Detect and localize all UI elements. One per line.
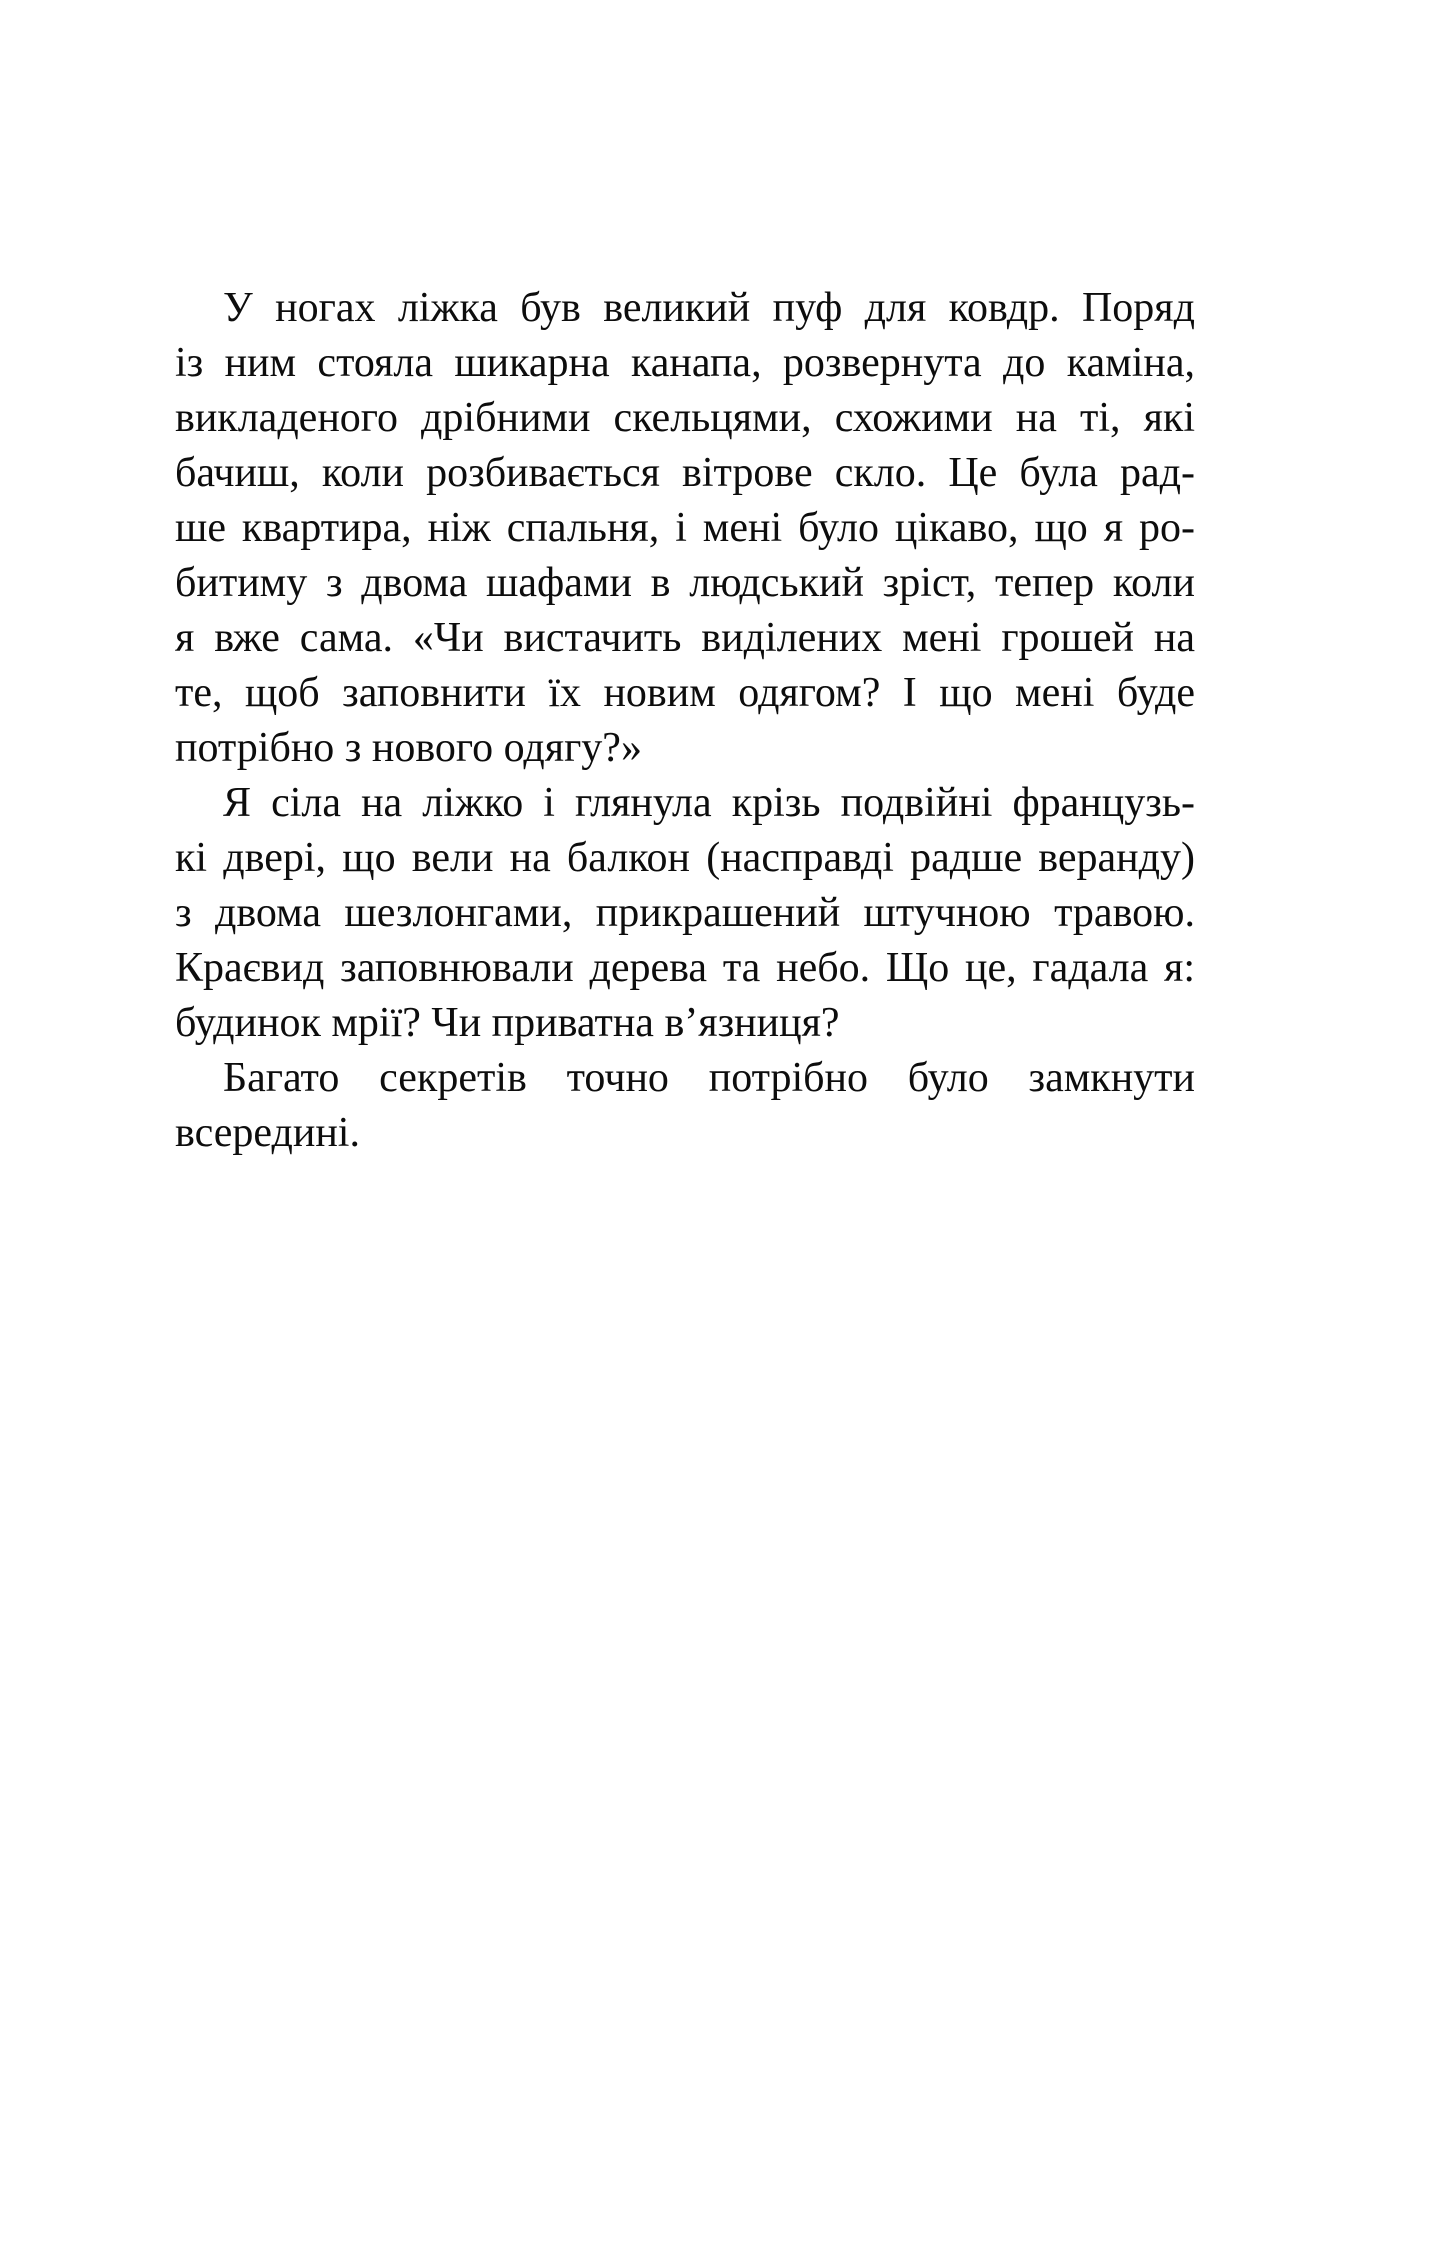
- text-line: бачиш, коли розбивається вітрове скло. Це була рад-: [175, 450, 1195, 496]
- text-line: Багато секретів точно потрібно було замкнути: [223, 1055, 1195, 1101]
- text-line: Я сіла на ліжко і глянула крізь подвійні французь-: [223, 780, 1195, 826]
- text-line: те, щоб заповнити їх новим одягом? І що мені буде: [175, 670, 1195, 716]
- text-line: із ним стояла шикарна канапа, розвернута до каміна,: [175, 340, 1195, 386]
- paragraph: [175, 281, 1195, 776]
- text-line: кі двері, що вели на балкон (насправді радше веранду): [175, 835, 1195, 881]
- text-line: потрібно з нового одягу?»: [175, 725, 642, 771]
- paragraph: [175, 776, 1195, 1051]
- text-line: будинок мрії? Чи приватна в’язниця?: [175, 1000, 840, 1046]
- body-text: [175, 281, 1195, 1161]
- text-line: з двома шезлонгами, прикрашений штучною травою.: [175, 890, 1195, 936]
- text-line: викладеного дрібними скельцями, схожими на ті, які: [175, 395, 1195, 441]
- text-line: Краєвид заповнювали дерева та небо. Що це, гадала я:: [175, 945, 1195, 991]
- text-line: ше квартира, ніж спальня, і мені було цікаво, що я ро-: [175, 505, 1195, 551]
- text-line: битиму з двома шафами в людський зріст, тепер коли: [175, 560, 1195, 606]
- text-line: всередині.: [175, 1110, 360, 1156]
- text-line: я вже сама. «Чи вистачить виділених мені грошей на: [175, 615, 1195, 661]
- text-line: У ногах ліжка був великий пуф для ковдр. Поряд: [223, 285, 1195, 331]
- paragraph: [175, 1051, 1195, 1161]
